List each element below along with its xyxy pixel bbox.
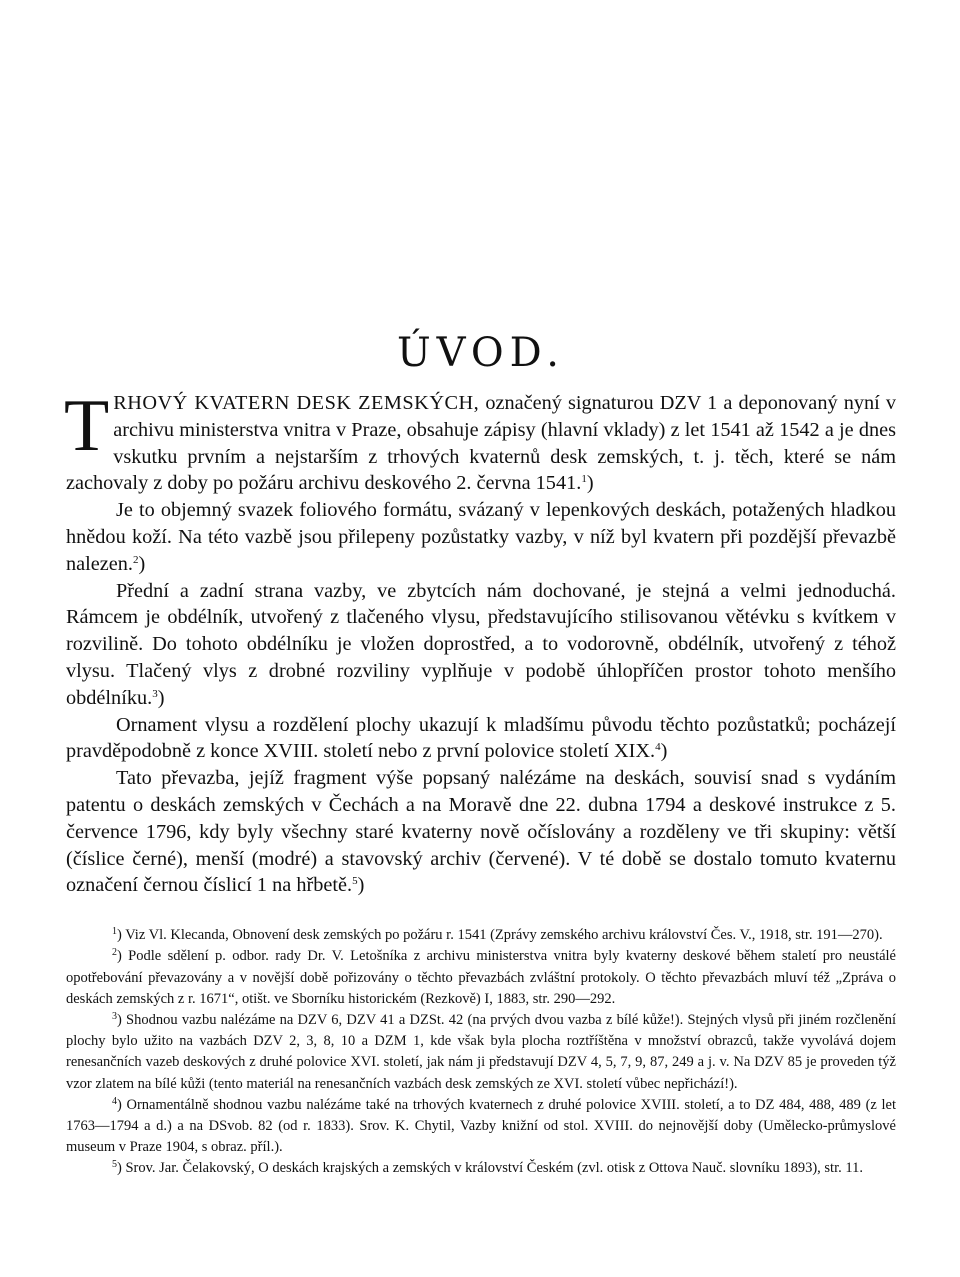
footnote-text: ) Podle sdělení p. odbor. rady Dr. V. Letošníka z archivu ministerstva vnitra byly kvaterny deskové během staletí pro neustálé opotřebování převazovány a v novější době pořizovány o těchto převazbách zvláštní protokoly. O těchto převazbách mluví též „Zpráva o deskách zemských z r. 1671“, otišt. ve Sborníku historickém (Rezkově) I, 1883, str. 290—292. <box>66 948 896 1007</box>
footnote-ref-5: 5 <box>352 875 358 888</box>
footnote-text: ) Ornamentálně shodnou vazbu nalézáme také na trhových kvaternech z druhé polovice XVIII. století, a to DZ 484, 488, 489 (z let 1763—1794 a d.) a na DSvob. 82 (od r. 1833). Srov. K. Chytil, Vazby knižní od stol. XVIII. do nejnovější doby (Umělecko-průmyslové museum v Praze 1904, s obraz. příl.). <box>66 1096 896 1156</box>
footnote-text: ) Srov. Jar. Čelakovský, O deskách krajských a zemských v království Českém (zvl. otisk z Ottova Nauč. slovníku 1893), str. 11. <box>117 1160 863 1177</box>
paragraph-2 <box>66 497 896 577</box>
body-text <box>64 385 896 899</box>
footnote-ref-2: 2 <box>133 553 139 566</box>
footnote-5 <box>66 1158 896 1179</box>
paragraph-2-text: Je to objemný svazek foliového formátu, svázaný v lepenkových deskách, potažených hladkou hnědou koží. Na této vazbě jsou přilepeny pozůstatky vazby, v níž byl kvatern při pozdější převazbě nalezen. <box>66 499 896 575</box>
footnote-number: 1 <box>112 926 117 938</box>
footnote-ref-5-paren: ) <box>357 874 365 897</box>
footnote-number: 3 <box>112 1010 117 1022</box>
paragraph-3 <box>66 578 896 712</box>
footnote-text: ) Viz Vl. Klecanda, Obnovení desk zemských po požáru r. 1541 (Zprávy zemského archivu království Čes. V., 1918, str. 191—270). <box>117 927 883 944</box>
footnote-ref-1: 1 <box>581 473 587 486</box>
paragraph-5-text: Tato převazba, jejíž fragment výše popsaný nalézáme na deskách, souvisí snad s vydáním patentu o deskách zemských v Čechách a na Moravě dne 22. dubna 1794 a deskové instrukce z 5. července 1796, kdy byly všechny staré kvaterny nově očíslovány a rozděleny ve tři skupiny: větší (číslice černé), menší (modré) a stavovský archiv (červené). V té době se dostalo tomuto kvaternu označení černou číslicí 1 na hřbetě. <box>66 767 896 897</box>
footnote-ref-3: 3 <box>152 687 158 700</box>
footnote-ref-4-paren: ) <box>660 740 668 763</box>
paragraph-1-caps: RHOVÝ KVATERN DESK ZEMSKÝCH, <box>113 392 480 414</box>
paragraph-1 <box>64 385 896 497</box>
paragraph-3-text: Přední a zadní strana vazby, ve zbytcích nám dochované, je stejná a velmi jednoduchá. Rámcem je obdélník, utvořený z tlačeného vlysu, představujícího stilisovanou větévku s kvítkem v rozvilině. Do tohoto obdélníku je vložen doprostřed, a to vodorovně, obdélník, utvořený z téhož vlysu. Tlačený vlys z drobné rozviliny vyplňuje v podobě úhlopříčen prostor tohoto menšího obdélníku. <box>66 579 896 709</box>
page-title: ÚVOD. <box>396 330 566 376</box>
footnote-4 <box>66 1095 896 1159</box>
paragraph-1-text: označený signaturou DZV 1 a deponovaný nyní v archivu ministerstva vnitra v Praze, obsahuje zápisy (hlavní vklady) z let 1541 až 1542 a je dnes vskutku prvním a nejstarším z trhových kvaternů desk zemských, t. j. těch, které se nám zachovaly z doby po požáru archivu deskového 2. června 1541. <box>66 392 896 495</box>
footnote-ref-2-paren: ) <box>138 552 146 575</box>
drop-cap: T <box>64 385 110 467</box>
footnote-2 <box>66 946 896 1010</box>
footnote-ref-4: 4 <box>655 741 661 754</box>
footnote-ref-3-paren: ) <box>157 686 165 709</box>
footnotes <box>66 925 896 1179</box>
page <box>66 330 896 1180</box>
footnote-number: 2 <box>112 947 117 959</box>
footnote-number: 5 <box>112 1159 117 1171</box>
paragraph-4-text: Ornament vlysu a rozdělení plochy ukazují k mladšímu původu těchto pozůstatků; pocházejí pravděpodobně z konce XVIII. století nebo z první polovice století XIX. <box>66 713 896 763</box>
paragraph-5 <box>66 765 896 899</box>
paragraph-4 <box>66 712 896 766</box>
footnote-3 <box>66 1010 896 1095</box>
footnote-text: ) Shodnou vazbu nalézáme na DZV 6, DZV 41 a DZSt. 42 (na prvých dvou vazba z bílé kůže!). Stejných vlysů při jiném rozčlenění plochy bylo užito na vazbách DZV 2, 3, 8, 10 a DZM 1, kde však byla plocha roztříštěna v množství obrazců, takže vyvolává dojem renesančních vazeb deskových z druhé polovice XVI. století, jak nám ji představují DZV 4, 5, 7, 9, 87, 249 a j. v. Na DZV 85 je proveden týž vzor zlatem na bílé kůži (tento materiál na renesančních vazbách desk zemských ze XVI. století vůbec nepřichází!). <box>66 1011 896 1092</box>
footnote-1 <box>66 925 896 946</box>
footnote-ref-1-paren: ) <box>586 472 594 495</box>
footnote-number: 4 <box>112 1095 117 1107</box>
